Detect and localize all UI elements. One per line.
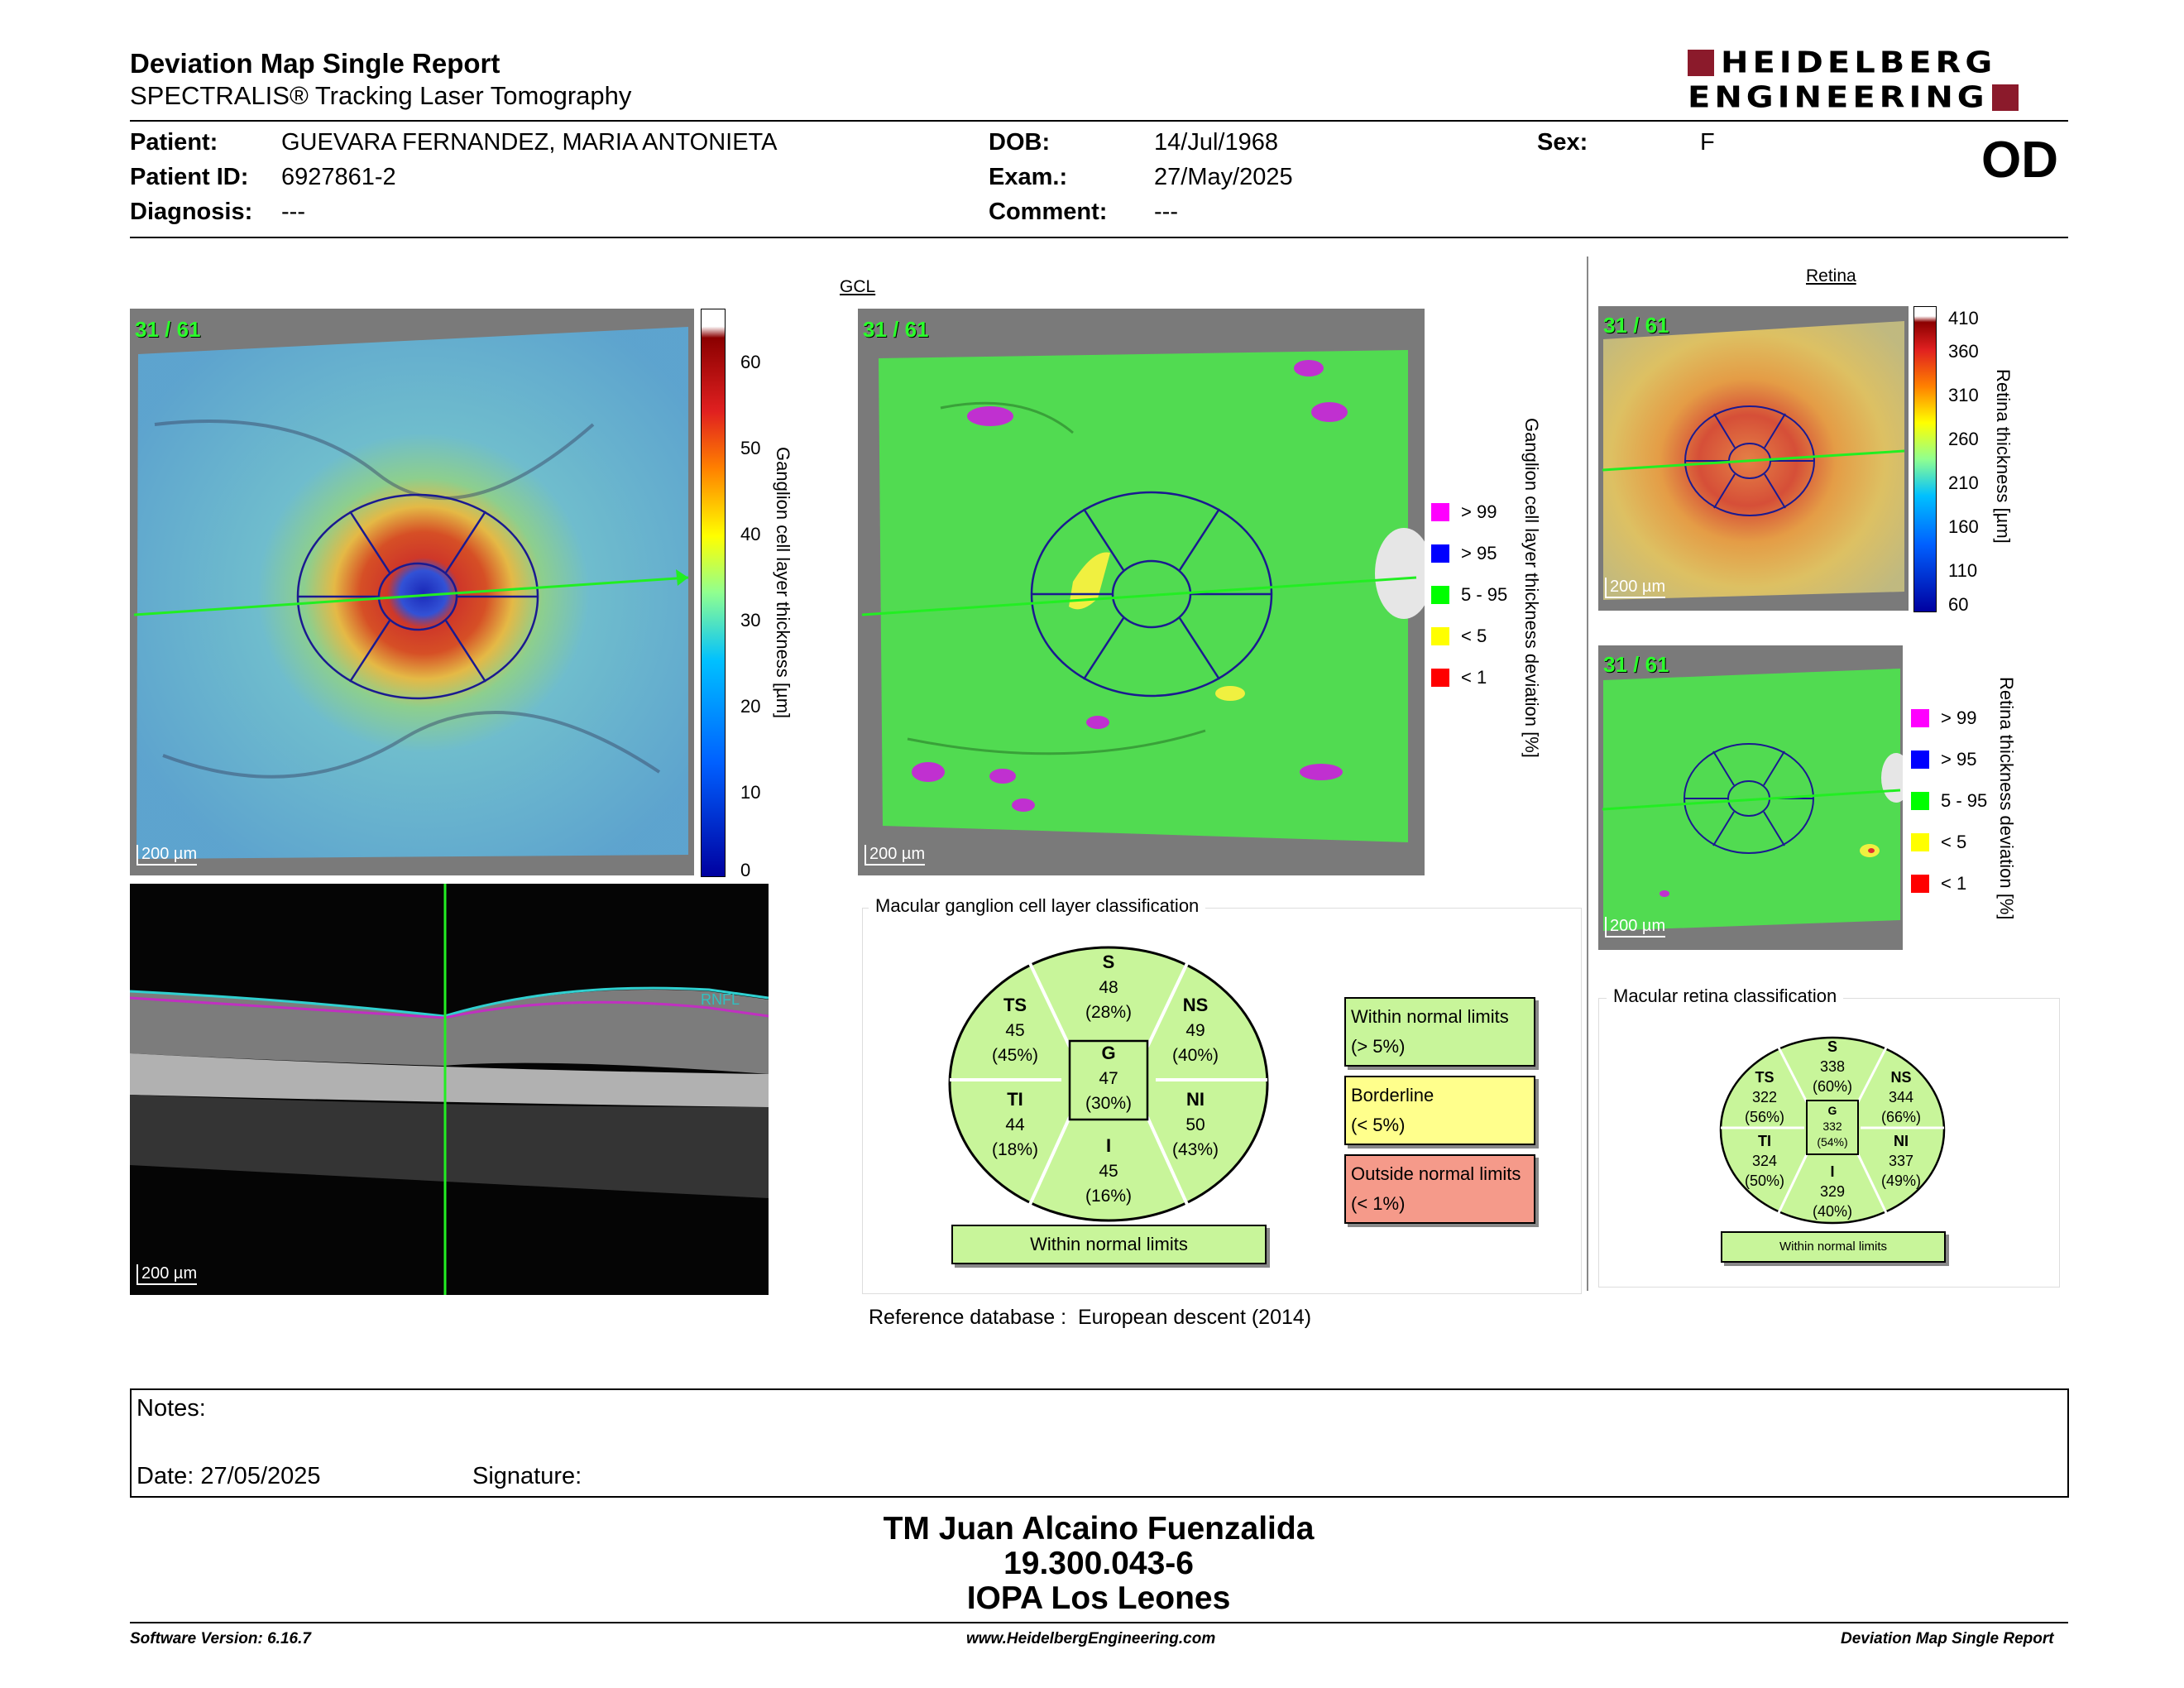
sector-value: 337 (1888, 1153, 1914, 1169)
deviation-axis-title: Retina thickness deviation [%] (1996, 677, 2017, 920)
legend-label: < 1 (1941, 873, 1967, 894)
retina-sector-ti (1736, 1131, 1794, 1191)
legend-swatch (1911, 709, 1929, 727)
sector-pct: (45%) (991, 1046, 1039, 1065)
gcl-sector-i (1070, 1134, 1147, 1209)
legend-swatch (1431, 503, 1449, 521)
comment-value: --- (1154, 199, 1178, 225)
diagnosis-label: Diagnosis: (130, 199, 253, 225)
retina-thickness-map (1598, 306, 1909, 611)
legend-swatch (1431, 669, 1449, 687)
legend-swatch (1911, 750, 1929, 769)
sector-name: S (1827, 1038, 1837, 1055)
retina-section-title: Retina (1806, 266, 1856, 285)
gcl-deviation-heatmap (858, 309, 1425, 875)
retina-thickness-heatmap (1598, 306, 1909, 611)
gcl-sector-ts (976, 993, 1054, 1068)
retina-classification-title: Macular retina classification (1607, 985, 1843, 1007)
patient-label: Patient: (130, 129, 218, 156)
key-label: Borderline (1351, 1085, 1434, 1105)
colorbar-tick: 210 (1948, 472, 1979, 493)
frame-label: 31 / 61 (1603, 313, 1669, 338)
sector-name: G (1827, 1104, 1837, 1117)
sector-pct: (28%) (1085, 1003, 1133, 1022)
colorbar-tick: 40 (740, 524, 761, 544)
sector-pct: (43%) (1171, 1140, 1219, 1159)
patient-id-label: Patient ID: (130, 164, 249, 190)
sector-value: 47 (1099, 1069, 1118, 1088)
sector-value: 44 (1005, 1115, 1025, 1134)
signature-label: Signature: (472, 1463, 582, 1489)
sector-value: 332 (1822, 1120, 1842, 1133)
retina-sector-ni (1872, 1131, 1930, 1191)
oct-bscan (130, 884, 769, 1295)
scale-bar: 200 µm (1605, 578, 1665, 598)
sector-value: 49 (1185, 1021, 1205, 1040)
legend-gt99 (1431, 501, 1497, 523)
retina-sector-i (1803, 1162, 1861, 1221)
sector-name: G (1101, 1043, 1116, 1063)
sex-label: Sex: (1537, 129, 1588, 156)
legend-5-95 (1911, 790, 1987, 812)
sector-name: S (1102, 952, 1115, 972)
legend-label: > 99 (1941, 707, 1977, 728)
logo-line2: ENGINEERING (1688, 80, 1989, 115)
key-outside-limits (1344, 1154, 1535, 1224)
notes-box (130, 1388, 2069, 1498)
exam-value: 27/May/2025 (1154, 164, 1293, 190)
colorbar-tick: 410 (1948, 308, 1979, 328)
gcl-sector-ns (1157, 993, 1234, 1068)
retina-result-badge: Within normal limits (1721, 1231, 1946, 1263)
footer-divider (130, 1622, 2068, 1623)
scale-bar: 200 µm (864, 845, 925, 866)
sector-name: I (1105, 1135, 1112, 1156)
legend-swatch (1431, 586, 1449, 604)
legend-swatch (1431, 544, 1449, 563)
reference-label: Reference database : (869, 1306, 1067, 1329)
legend-label: < 5 (1941, 832, 1967, 852)
header-divider (130, 120, 2068, 122)
retina-sector-ts (1736, 1067, 1794, 1127)
patient-name: GUEVARA FERNANDEZ, MARIA ANTONIETA (281, 129, 778, 156)
sector-value: 45 (1099, 1162, 1118, 1181)
logo-line1: HEIDELBERG (1721, 46, 1997, 80)
colorbar-tick: 20 (740, 696, 761, 717)
gcl-result-badge: Within normal limits (951, 1225, 1267, 1264)
colorbar-tick: 110 (1948, 560, 1978, 581)
colorbar-tick: 50 (740, 438, 761, 458)
legend-label: > 99 (1461, 501, 1497, 522)
sector-value: 322 (1751, 1089, 1778, 1105)
colorbar-tick: 360 (1948, 341, 1979, 362)
frame-label: 31 / 61 (1603, 652, 1669, 677)
legend-5-95 (1431, 584, 1507, 606)
sector-pct: (16%) (1085, 1187, 1133, 1206)
legend-lt5 (1911, 832, 1966, 853)
gcl-sector-s (1070, 950, 1147, 1025)
sector-value: 338 (1819, 1058, 1846, 1075)
retina-sector-s (1803, 1037, 1861, 1096)
retina-column-divider (1587, 257, 1588, 1291)
sector-pct: (50%) (1744, 1172, 1784, 1189)
dob-value: 14/Jul/1968 (1154, 129, 1278, 156)
report-subtitle: SPECTRALIS® Tracking Laser Tomography (130, 81, 632, 110)
signatory-name: TM Juan Alcaino Fuenzalida (883, 1511, 1315, 1547)
gcl-thickness-map (130, 309, 694, 875)
colorbar-tick: 260 (1948, 429, 1979, 449)
deviation-axis-title: Ganglion cell layer thickness deviation [%] (1521, 418, 1542, 758)
sector-name: NS (1182, 995, 1209, 1015)
scale-bar: 200 µm (1605, 917, 1665, 938)
sector-pct: (54%) (1817, 1135, 1848, 1149)
colorbar-tick: 0 (740, 860, 751, 880)
colorbar-tick: 60 (740, 352, 761, 372)
sector-value: 50 (1185, 1115, 1205, 1134)
sector-value: 45 (1005, 1021, 1025, 1040)
exam-label: Exam.: (989, 164, 1068, 190)
gcl-colorbar (701, 309, 726, 877)
legend-gt95 (1911, 749, 1976, 770)
gcl-classification-title: Macular ganglion cell layer classification (869, 895, 1205, 917)
sector-name: TS (1003, 995, 1027, 1015)
sector-name: NI (1894, 1133, 1909, 1149)
legend-swatch (1911, 875, 1929, 893)
legend-lt1 (1431, 667, 1487, 688)
colorbar-tick: 10 (740, 782, 761, 803)
legend-gt95 (1431, 543, 1497, 564)
sector-name: NI (1186, 1089, 1205, 1110)
sector-pct: (49%) (1880, 1172, 1921, 1189)
bscan-image (130, 884, 769, 1295)
sector-value: 324 (1751, 1153, 1778, 1169)
legend-label: > 95 (1461, 543, 1497, 563)
sector-pct: (40%) (1812, 1203, 1852, 1220)
sector-pct: (66%) (1880, 1109, 1921, 1125)
comment-label: Comment: (989, 199, 1108, 225)
sector-pct: (40%) (1171, 1046, 1219, 1065)
eye-label: OD (1981, 132, 2058, 189)
sector-pct: (30%) (1085, 1094, 1133, 1113)
legend-label: 5 - 95 (1941, 790, 1988, 811)
colorbar-tick: 160 (1948, 516, 1979, 537)
sector-pct: (60%) (1812, 1078, 1852, 1095)
gcl-sector-g (1070, 1041, 1147, 1116)
retina-deviation-map (1598, 645, 1903, 950)
reference-value: European descent (2014) (1077, 1306, 1312, 1329)
frame-label: 31 / 61 (863, 317, 929, 342)
gcl-sector-ni (1157, 1087, 1234, 1163)
patient-id: 6927861-2 (281, 164, 396, 190)
sector-value: 329 (1819, 1183, 1846, 1200)
colorbar-tick: 60 (1948, 594, 1969, 615)
legend-label: > 95 (1941, 749, 1977, 770)
report-title: Deviation Map Single Report (130, 48, 500, 79)
gcl-sector-ti (976, 1087, 1054, 1163)
colorbar-tick: 310 (1948, 385, 1979, 405)
legend-lt1 (1911, 873, 1966, 894)
notes-label: Notes: (136, 1395, 206, 1422)
sector-pct: (56%) (1744, 1109, 1784, 1125)
sector-name: TI (1758, 1133, 1771, 1149)
diagnosis-value: --- (281, 199, 305, 225)
legend-label: 5 - 95 (1461, 584, 1508, 605)
retina-sector-g (1810, 1103, 1855, 1150)
key-label: Within normal limits (1351, 1006, 1509, 1027)
sector-name: NS (1890, 1069, 1912, 1086)
key-label: Outside normal limits (1351, 1163, 1521, 1184)
retina-sector-ns (1872, 1067, 1930, 1127)
sector-value: 48 (1099, 978, 1118, 997)
reference-database (869, 1306, 1311, 1330)
signatory-institution: IOPA Los Leones (966, 1580, 1231, 1616)
scale-bar: 200 µm (136, 845, 197, 866)
legend-swatch (1911, 792, 1929, 810)
gcl-deviation-map (858, 309, 1425, 875)
logo-square-icon (1992, 84, 2019, 111)
colorbar-title: Retina thickness [µm] (1993, 369, 2014, 544)
legend-lt5 (1431, 626, 1487, 647)
sector-value: 344 (1888, 1089, 1914, 1105)
sector-pct: (18%) (991, 1140, 1039, 1159)
key-pct: (< 1%) (1351, 1193, 1406, 1214)
patient-divider (130, 237, 2068, 238)
date-label: Date: 27/05/2025 (136, 1463, 321, 1489)
frame-label: 31 / 61 (135, 317, 201, 342)
dob-label: DOB: (989, 129, 1051, 156)
gcl-section-title: GCL (840, 277, 876, 296)
legend-swatch (1911, 833, 1929, 851)
legend-swatch (1431, 627, 1449, 645)
heidelberg-logo (1688, 46, 2072, 114)
website-link[interactable]: www.HeidelbergEngineering.com (966, 1630, 1216, 1647)
sex-value: F (1700, 129, 1715, 156)
legend-gt99 (1911, 707, 1976, 729)
retina-deviation-heatmap (1598, 645, 1903, 950)
gcl-thickness-heatmap (130, 309, 694, 875)
key-borderline (1344, 1076, 1535, 1145)
sector-name: I (1830, 1163, 1835, 1180)
sector-name: TI (1007, 1089, 1023, 1110)
key-pct: (< 5%) (1351, 1115, 1406, 1135)
scale-bar: 200 µm (136, 1264, 197, 1285)
report-name: Deviation Map Single Report (1841, 1630, 2054, 1647)
software-version: Software Version: 6.16.7 (130, 1630, 311, 1647)
legend-label: < 5 (1461, 626, 1487, 646)
colorbar-tick: 30 (740, 610, 761, 631)
key-within-limits (1344, 997, 1535, 1067)
legend-label: < 1 (1461, 667, 1487, 688)
colorbar-title: Ganglion cell layer thickness [µm] (773, 447, 793, 719)
retina-colorbar (1913, 306, 1937, 612)
logo-square-icon (1688, 50, 1714, 76)
rnfl-layer-label: RNFL (701, 991, 740, 1008)
signatory-id: 19.300.043-6 (1003, 1546, 1194, 1581)
sector-name: TS (1755, 1069, 1774, 1086)
key-pct: (> 5%) (1351, 1036, 1406, 1057)
